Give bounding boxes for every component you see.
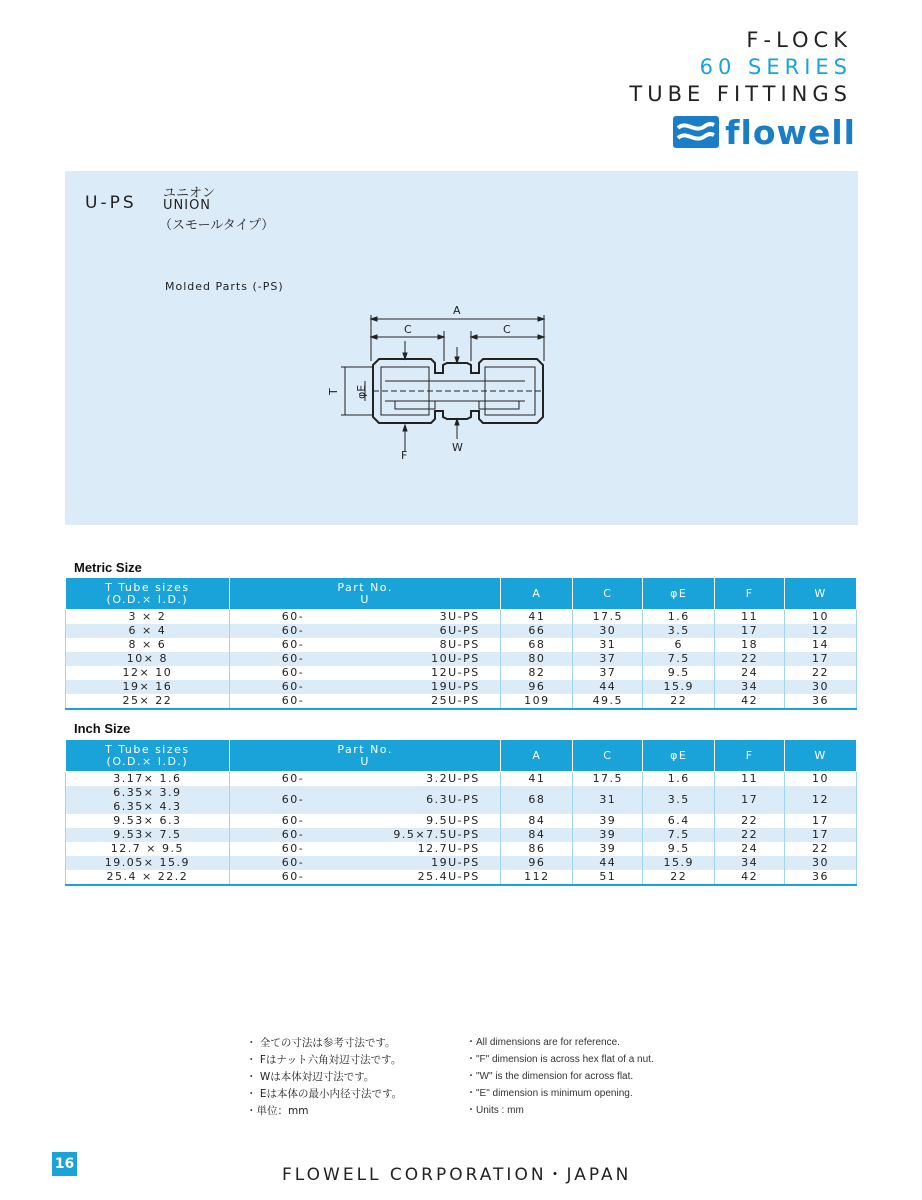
w-cell: 10 [785,610,857,625]
category-title: TUBE FITTINGS [629,82,852,106]
a-cell: 112 [501,870,573,885]
f-cell: 34 [715,856,785,870]
e-cell: 1.6 [643,772,715,787]
c-cell: 17.5 [573,772,643,787]
dim-t-label: T [327,388,340,395]
tube-size-cell: 6.35× 3.9 [66,786,230,800]
c-cell: 44 [573,856,643,870]
note-line: ・"E" dimension is minimum opening. [466,1088,633,1099]
w-cell: 22 [785,666,857,680]
part-no-cell: 60- 3U-PS [229,610,501,625]
w-cell: 30 [785,680,857,694]
w-cell: 22 [785,842,857,856]
part-no-cell: 60- 19U-PS [229,680,501,694]
dim-a-label: A [453,304,461,317]
notes-japanese [246,1035,402,1120]
footer-company: FLOWELL CORPORATION・JAPAN [282,1165,632,1185]
tube-size-cell: 8 × 6 [66,638,230,652]
a-cell: 84 [501,828,573,842]
tube-size-cell: 25.4 × 22.2 [66,870,230,885]
e-cell: 9.5 [643,842,715,856]
tube-size-cell: 6 × 4 [66,624,230,638]
f-cell: 17 [715,786,785,814]
page-number: 16 [52,1152,77,1176]
w-cell: 30 [785,856,857,870]
f-cell: 42 [715,870,785,885]
product-subtitle-jp: （スモールタイプ） [159,218,275,233]
header-e: φE [643,740,715,772]
note-line: ・All dimensions are for reference. [466,1037,620,1048]
note-line: ・単位：mm [246,1105,309,1117]
f-cell: 24 [715,666,785,680]
header-c: C [573,578,643,610]
tube-size-cell: 19× 16 [66,680,230,694]
part-no-cell: 60- 6.3U-PS [229,786,501,814]
e-cell: 6 [643,638,715,652]
note-line: ・Units : mm [466,1105,524,1116]
e-cell: 22 [643,870,715,885]
part-no-cell: 60- 9.5×7.5U-PS [229,828,501,842]
header-w: W [785,740,857,772]
table-row [66,842,857,856]
table-row [66,870,857,885]
table-row [66,828,857,842]
c-cell: 37 [573,666,643,680]
a-cell: 109 [501,694,573,709]
note-line: ・ Eは本体の最小内径寸法です。 [246,1088,403,1100]
tube-size-cell: 10× 8 [66,652,230,666]
w-cell: 36 [785,870,857,885]
c-cell: 31 [573,786,643,814]
w-cell: 12 [785,624,857,638]
dim-c-left-label: C [404,323,412,336]
c-cell: 39 [573,842,643,856]
table-row [66,638,857,652]
tube-size-cell: 9.53× 6.3 [66,814,230,828]
f-cell: 11 [715,610,785,625]
tube-size-cell: 25× 22 [66,694,230,709]
w-cell: 10 [785,772,857,787]
header-a: A [501,578,573,610]
note-line: ・ Fはナット六角対辺寸法です。 [246,1054,402,1066]
e-cell: 3.5 [643,786,715,814]
c-cell: 49.5 [573,694,643,709]
tube-size-cell: 12× 10 [66,666,230,680]
a-cell: 86 [501,842,573,856]
a-cell: 68 [501,638,573,652]
c-cell: 44 [573,680,643,694]
c-cell: 39 [573,828,643,842]
part-no-cell: 60- 12.7U-PS [229,842,501,856]
e-cell: 9.5 [643,666,715,680]
part-no-cell: 60- 10U-PS [229,652,501,666]
w-cell: 14 [785,638,857,652]
dim-c-right-label: C [503,323,511,336]
part-no-cell: 60- 25U-PS [229,694,501,709]
tube-size-cell: 3.17× 1.6 [66,772,230,787]
note-line: ・ Wは本体対辺寸法です。 [246,1071,375,1083]
w-cell: 17 [785,814,857,828]
product-panel [65,171,858,525]
e-cell: 1.6 [643,610,715,625]
table-row [66,652,857,666]
flowell-wave-icon [673,116,719,148]
table-row [66,814,857,828]
part-no-cell: 60- 25.4U-PS [229,870,501,885]
table-row [66,666,857,680]
part-no-cell: 60- 9.5U-PS [229,814,501,828]
header-f: F [715,578,785,610]
a-cell: 80 [501,652,573,666]
e-cell: 7.5 [643,652,715,666]
product-code: U-PS [85,193,137,213]
part-no-cell: 60- 12U-PS [229,666,501,680]
table-row [66,610,857,625]
note-line: ・ 全ての寸法は参考寸法です。 [246,1037,396,1049]
header-tube-sizes: T Tube sizes (O.D.× I.D.) [66,578,230,610]
header-tube-sizes: T Tube sizes (O.D.× I.D.) [66,740,230,772]
header-c: C [573,740,643,772]
w-cell: 36 [785,694,857,709]
union-drawing [315,301,635,461]
c-cell: 31 [573,638,643,652]
table-row [66,694,857,709]
part-no-cell: 60- 8U-PS [229,638,501,652]
w-cell: 17 [785,828,857,842]
f-cell: 17 [715,624,785,638]
a-cell: 82 [501,666,573,680]
notes-english [466,1034,654,1119]
header-w: W [785,578,857,610]
a-cell: 66 [501,624,573,638]
header-part-no: Part No. U [229,578,501,610]
c-cell: 17.5 [573,610,643,625]
a-cell: 84 [501,814,573,828]
f-cell: 22 [715,814,785,828]
table-row [66,680,857,694]
table-row [66,856,857,870]
part-no-cell: 60- 19U-PS [229,856,501,870]
f-cell: 18 [715,638,785,652]
e-cell: 7.5 [643,828,715,842]
product-title-en: UNION [163,198,212,213]
molded-parts-label: Molded Parts (-PS) [165,280,284,293]
f-cell: 24 [715,842,785,856]
tube-size-cell: 19.05× 15.9 [66,856,230,870]
brand-title: F-LOCK [746,28,852,52]
f-cell: 42 [715,694,785,709]
header-f: F [715,740,785,772]
e-cell: 3.5 [643,624,715,638]
part-no-cell: 60- 6U-PS [229,624,501,638]
c-cell: 30 [573,624,643,638]
c-cell: 39 [573,814,643,828]
inch-size-table [65,739,857,886]
dim-w-label: W [452,441,463,454]
a-cell: 68 [501,786,573,814]
a-cell: 41 [501,610,573,625]
e-cell: 6.4 [643,814,715,828]
c-cell: 37 [573,652,643,666]
dim-e-label: φE [355,384,368,399]
flowell-logo [673,114,856,150]
a-cell: 41 [501,772,573,787]
f-cell: 34 [715,680,785,694]
series-title: 60 SERIES [699,55,852,79]
metric-size-table [65,577,857,710]
tube-size-cell: 3 × 2 [66,610,230,625]
table-row [66,786,857,800]
header-e: φE [643,578,715,610]
inch-section-title: Inch Size [74,721,131,736]
w-cell: 17 [785,652,857,666]
w-cell: 12 [785,786,857,814]
tube-size-cell: 9.53× 7.5 [66,828,230,842]
product-title-jp: ユニオン [163,186,216,201]
tube-size-cell: 12.7 × 9.5 [66,842,230,856]
header-part-no: Part No. U [229,740,501,772]
a-cell: 96 [501,856,573,870]
logo-text: flowell [725,112,856,152]
e-cell: 15.9 [643,856,715,870]
note-line: ・"F" dimension is across hex flat of a nut. [466,1054,654,1065]
f-cell: 22 [715,652,785,666]
a-cell: 96 [501,680,573,694]
header-a: A [501,740,573,772]
tube-size-cell: 6.35× 4.3 [66,800,230,814]
table-row [66,772,857,787]
table-row [66,624,857,638]
f-cell: 22 [715,828,785,842]
note-line: ・"W" is the dimension for across flat. [466,1071,634,1082]
metric-section-title: Metric Size [74,560,142,575]
e-cell: 22 [643,694,715,709]
part-no-cell: 60- 3.2U-PS [229,772,501,787]
dim-f-label: F [401,449,408,461]
c-cell: 51 [573,870,643,885]
e-cell: 15.9 [643,680,715,694]
f-cell: 11 [715,772,785,787]
